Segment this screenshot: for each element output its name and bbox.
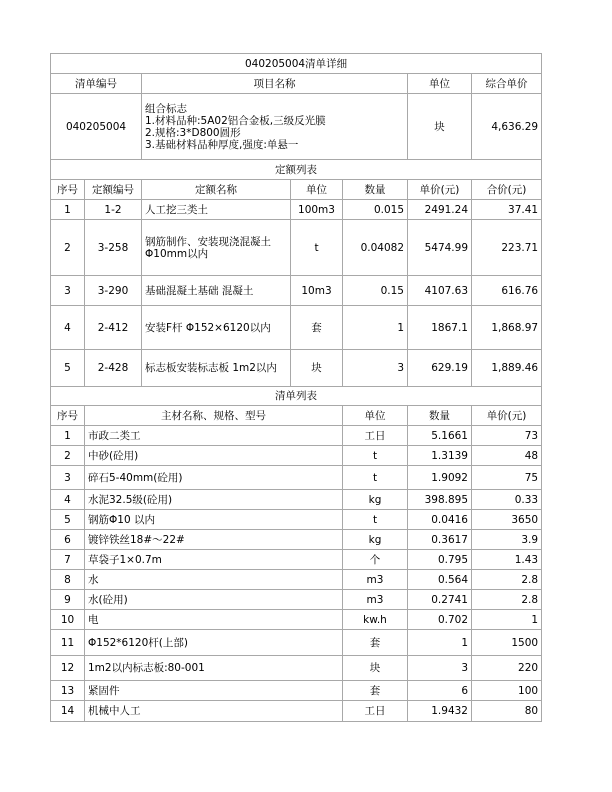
row-no: 10 xyxy=(51,610,85,630)
code-header: 清单编号 xyxy=(51,74,142,94)
quota-row xyxy=(51,200,542,220)
unit-price: 48 xyxy=(472,446,542,466)
mat-col-no: 序号 xyxy=(51,406,85,426)
quota-row xyxy=(51,350,542,387)
material-name: 电 xyxy=(85,610,343,630)
row-no: 2 xyxy=(51,220,85,276)
unit: 个 xyxy=(343,550,408,570)
unit: 套 xyxy=(343,681,408,701)
unit-price: 1867.1 xyxy=(408,306,472,350)
row-no: 13 xyxy=(51,681,85,701)
unit: 套 xyxy=(343,630,408,656)
quantity: 0.2741 xyxy=(408,590,472,610)
quota-row xyxy=(51,276,542,306)
unit-price: 2.8 xyxy=(472,570,542,590)
row-no: 4 xyxy=(51,306,85,350)
quota-row xyxy=(51,220,542,276)
material-name: 市政二类工 xyxy=(85,426,343,446)
unit-price: 5474.99 xyxy=(408,220,472,276)
materials-header-row xyxy=(51,406,542,426)
quota-section-title: 定额列表 xyxy=(51,160,542,180)
row-no: 1 xyxy=(51,426,85,446)
quantity: 3 xyxy=(408,656,472,681)
unit: 工日 xyxy=(343,426,408,446)
quantity: 5.1661 xyxy=(408,426,472,446)
material-name: 紧固件 xyxy=(85,681,343,701)
item-name-line: 1.材料品种:5A02铝合金板,三级反光膜 xyxy=(145,114,326,127)
quota-col-code: 定额编号 xyxy=(85,180,142,200)
quantity: 0.04082 xyxy=(343,220,408,276)
unit: m3 xyxy=(343,570,408,590)
row-no: 3 xyxy=(51,466,85,490)
material-row xyxy=(51,701,542,722)
quantity: 398.895 xyxy=(408,490,472,510)
quota-col-unit: 单位 xyxy=(291,180,343,200)
material-name: 水泥32.5级(砼用) xyxy=(85,490,343,510)
material-row xyxy=(51,610,542,630)
item-name-line: 组合标志 xyxy=(145,102,187,115)
mat-col-price: 单价(元) xyxy=(472,406,542,426)
quantity: 0.702 xyxy=(408,610,472,630)
material-name: 钢筋Φ10 以内 xyxy=(85,510,343,530)
total-price: 1,889.46 xyxy=(472,350,542,387)
section-row xyxy=(51,160,542,180)
total-price: 37.41 xyxy=(472,200,542,220)
quota-code: 3-290 xyxy=(85,276,142,306)
material-name: 水(砼用) xyxy=(85,590,343,610)
row-no: 5 xyxy=(51,510,85,530)
quota-name: 钢筋制作、安装现浇混凝土Φ10mm以内 xyxy=(142,220,291,276)
unit-price: 2.8 xyxy=(472,590,542,610)
material-row xyxy=(51,446,542,466)
materials-section-title: 清单列表 xyxy=(51,387,542,406)
material-row xyxy=(51,530,542,550)
unit-price: 1500 xyxy=(472,630,542,656)
unit: 套 xyxy=(291,306,343,350)
total-price: 1,868.97 xyxy=(472,306,542,350)
item-code: 040205004 xyxy=(51,94,142,160)
unit-price: 3650 xyxy=(472,510,542,530)
row-no: 4 xyxy=(51,490,85,510)
unit-price: 220 xyxy=(472,656,542,681)
quantity: 0.795 xyxy=(408,550,472,570)
quantity: 1.3139 xyxy=(408,446,472,466)
material-name: 中砂(砼用) xyxy=(85,446,343,466)
unit-price: 3.9 xyxy=(472,530,542,550)
material-row xyxy=(51,550,542,570)
quantity: 0.564 xyxy=(408,570,472,590)
row-no: 2 xyxy=(51,446,85,466)
unit: 工日 xyxy=(343,701,408,722)
quota-name: 人工挖三类土 xyxy=(142,200,291,220)
item-price: 4,636.29 xyxy=(472,94,542,160)
quota-name: 标志板安装标志板 1m2以内 xyxy=(142,350,291,387)
row-no: 14 xyxy=(51,701,85,722)
unit: t xyxy=(343,510,408,530)
quantity: 1 xyxy=(343,306,408,350)
row-no: 1 xyxy=(51,200,85,220)
unit-price: 1.43 xyxy=(472,550,542,570)
quota-code: 2-412 xyxy=(85,306,142,350)
unit-price: 629.19 xyxy=(408,350,472,387)
row-no: 9 xyxy=(51,590,85,610)
unit-price: 2491.24 xyxy=(408,200,472,220)
material-name: 水 xyxy=(85,570,343,590)
quantity: 0.3617 xyxy=(408,530,472,550)
material-row xyxy=(51,656,542,681)
bill-detail-table xyxy=(50,53,542,722)
mat-col-name: 主材名称、规格、型号 xyxy=(85,406,343,426)
unit: kw.h xyxy=(343,610,408,630)
unit-price: 1 xyxy=(472,610,542,630)
quota-col-name: 定额名称 xyxy=(142,180,291,200)
price-header: 综合单价 xyxy=(472,74,542,94)
unit: t xyxy=(291,220,343,276)
quota-col-price: 单价(元) xyxy=(408,180,472,200)
material-row xyxy=(51,466,542,490)
unit: 100m3 xyxy=(291,200,343,220)
unit-price: 4107.63 xyxy=(408,276,472,306)
quota-col-qty: 数量 xyxy=(343,180,408,200)
total-price: 616.76 xyxy=(472,276,542,306)
quantity: 3 xyxy=(343,350,408,387)
row-no: 5 xyxy=(51,350,85,387)
material-name: 镀锌铁丝18#～22# xyxy=(85,530,343,550)
quota-name: 安装F杆 Φ152×6120以内 xyxy=(142,306,291,350)
item-name-line: 2.规格:3*D800圆形 xyxy=(145,126,241,139)
item-row xyxy=(51,94,542,160)
total-price: 223.71 xyxy=(472,220,542,276)
material-name: 碎石5-40mm(砼用) xyxy=(85,466,343,490)
row-no: 12 xyxy=(51,656,85,681)
row-no: 3 xyxy=(51,276,85,306)
unit-price: 80 xyxy=(472,701,542,722)
material-row xyxy=(51,630,542,656)
quota-col-no: 序号 xyxy=(51,180,85,200)
unit-price: 73 xyxy=(472,426,542,446)
unit: t xyxy=(343,446,408,466)
mat-col-unit: 单位 xyxy=(343,406,408,426)
title-row xyxy=(51,54,542,74)
unit-price: 75 xyxy=(472,466,542,490)
item-header-row xyxy=(51,74,542,94)
material-row xyxy=(51,510,542,530)
unit: 块 xyxy=(343,656,408,681)
quantity: 0.015 xyxy=(343,200,408,220)
unit-header: 单位 xyxy=(408,74,472,94)
mat-col-qty: 数量 xyxy=(408,406,472,426)
unit: kg xyxy=(343,530,408,550)
quota-code: 3-258 xyxy=(85,220,142,276)
unit: t xyxy=(343,466,408,490)
row-no: 8 xyxy=(51,570,85,590)
item-unit: 块 xyxy=(408,94,472,160)
material-row xyxy=(51,590,542,610)
quota-code: 1-2 xyxy=(85,200,142,220)
quota-col-total: 合价(元) xyxy=(472,180,542,200)
material-name: Φ152*6120杆(上部) xyxy=(85,630,343,656)
material-name: 草袋子1×0.7m xyxy=(85,550,343,570)
unit: 块 xyxy=(291,350,343,387)
material-name: 机械中人工 xyxy=(85,701,343,722)
quantity: 0.0416 xyxy=(408,510,472,530)
unit-price: 0.33 xyxy=(472,490,542,510)
quota-code: 2-428 xyxy=(85,350,142,387)
quantity: 1.9432 xyxy=(408,701,472,722)
row-no: 11 xyxy=(51,630,85,656)
row-no: 7 xyxy=(51,550,85,570)
unit: kg xyxy=(343,490,408,510)
row-no: 6 xyxy=(51,530,85,550)
quantity: 6 xyxy=(408,681,472,701)
item-name-line: 3.基础材料品种厚度,强度:单悬一 xyxy=(145,138,299,151)
unit: m3 xyxy=(343,590,408,610)
material-row xyxy=(51,426,542,446)
material-row xyxy=(51,681,542,701)
quota-name: 基础混凝土基础 混凝土 xyxy=(142,276,291,306)
unit-price: 100 xyxy=(472,681,542,701)
section-row xyxy=(51,387,542,406)
material-row xyxy=(51,570,542,590)
quota-row xyxy=(51,306,542,350)
unit: 10m3 xyxy=(291,276,343,306)
material-row xyxy=(51,490,542,510)
name-header: 项目名称 xyxy=(142,74,408,94)
table-title: 040205004清单详细 xyxy=(51,54,542,74)
quantity: 1.9092 xyxy=(408,466,472,490)
material-name: 1m2以内标志板:80-001 xyxy=(85,656,343,681)
item-name xyxy=(142,94,408,160)
quota-header-row xyxy=(51,180,542,200)
quantity: 0.15 xyxy=(343,276,408,306)
quantity: 1 xyxy=(408,630,472,656)
